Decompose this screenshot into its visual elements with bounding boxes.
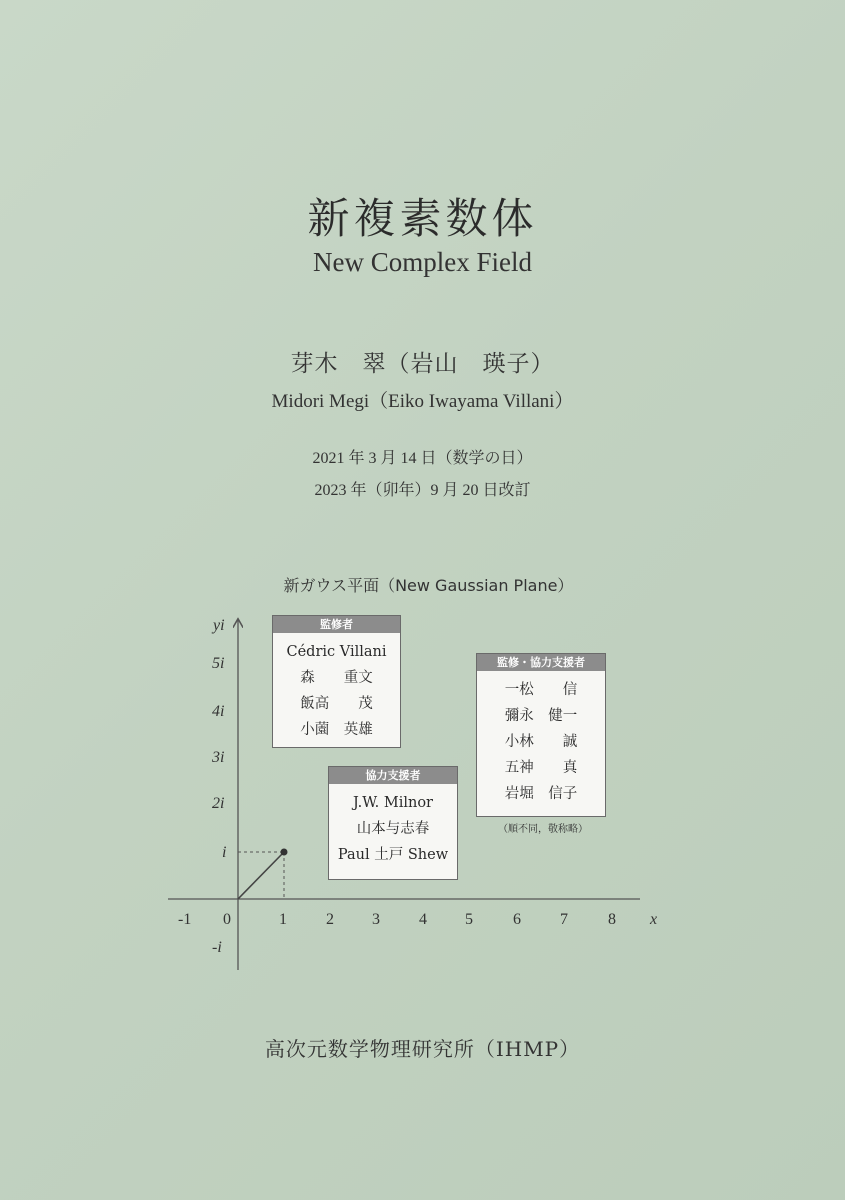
y-tick-label: 5i (212, 655, 225, 672)
cosupporter-name: 五神 真 (504, 760, 578, 776)
supporters-header: 協力支援者 (329, 767, 457, 784)
x-tick-label: 1 (279, 911, 287, 928)
supervisor-name: Cédric Villani (286, 644, 387, 660)
supporter-name: J.W. Milnor (352, 795, 433, 811)
y-tick-label: 3i (212, 749, 225, 766)
supervisors-header: 監修者 (273, 616, 400, 633)
x-tick-label: 4 (419, 911, 427, 928)
cosupporter-name: 彌永 健一 (504, 708, 578, 724)
x-tick-label: 2 (326, 911, 334, 928)
x-tick-label: 7 (560, 911, 568, 928)
y-tick-label: i (222, 844, 227, 861)
publication-date: 2021 年 3 月 14 日（数学の日） (312, 450, 533, 467)
title-japanese: 新複素数体 (307, 194, 538, 243)
cosupporter-name: 岩堀 信子 (504, 786, 578, 802)
y-axis-label: yi (213, 617, 225, 634)
y-tick-label: 4i (212, 703, 225, 720)
y-tick-label: 2i (212, 795, 225, 812)
supporter-name: Paul 土戸 Shew (337, 847, 449, 863)
x-tick-label: 0 (223, 911, 231, 928)
x-axis-label: x (650, 911, 658, 928)
supervisors-box (272, 615, 401, 748)
plane-title: 新ガウス平面（New Gaussian Plane） (283, 576, 574, 595)
cosupporter-name: 一松 信 (504, 682, 578, 698)
point-marker (281, 849, 288, 856)
supervisor-name: 小薗 英雄 (300, 722, 373, 738)
author-english: Midori Megi（Eiko Iwayama Villani） (271, 391, 574, 412)
supporters-box (328, 766, 458, 880)
y-tick-label: -i (212, 939, 222, 956)
unit-vector (238, 852, 284, 899)
order-note: （順不同，敬称略） (498, 824, 588, 835)
author-japanese: 芽木 翠（岩山 瑛子） (290, 351, 555, 377)
publisher: 高次元数学物理研究所（IHMP） (264, 1037, 581, 1061)
x-tick-label: 8 (608, 911, 616, 928)
supervisor-name: 森 重文 (300, 670, 373, 686)
cosupporters-box (476, 653, 606, 817)
supporter-name: 山本与志春 (356, 821, 430, 837)
revision-date: 2023 年（卯年）9 月 20 日改訂 (314, 482, 531, 499)
x-tick-label: -1 (178, 911, 192, 928)
title-english: New Complex Field (313, 247, 532, 277)
x-tick-label: 3 (372, 911, 380, 928)
cosupporter-name: 小林 誠 (504, 734, 578, 750)
supervisor-name: 飯高 茂 (300, 696, 373, 712)
x-tick-label: 5 (465, 911, 473, 928)
cosupporters-header: 監修・協力支援者 (477, 654, 605, 671)
x-tick-label: 6 (513, 911, 521, 928)
